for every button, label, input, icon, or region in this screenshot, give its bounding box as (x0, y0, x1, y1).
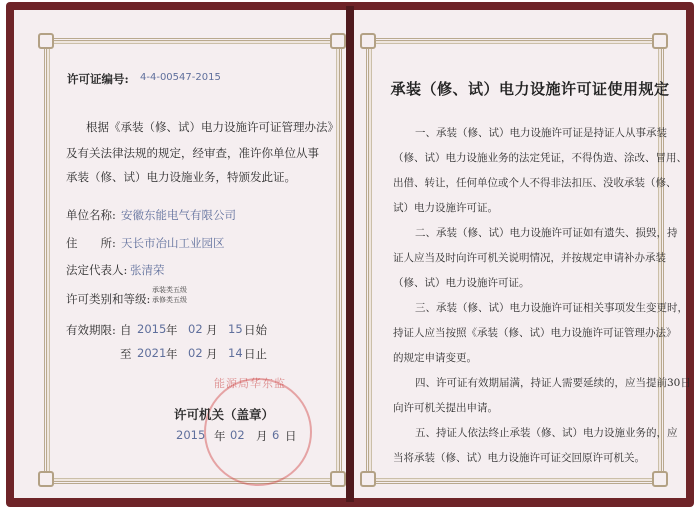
legal-representative-label: 法定代表人: (66, 263, 128, 277)
rule-line-1: 一、承装（修、试）电力设施许可证是持证人从事承装 (415, 127, 667, 139)
rule-line-6: 证人应当及时向许可机关说明情况，并按规定申请补办承装 (393, 252, 666, 264)
issue-day: 6 (272, 428, 280, 442)
issue-month: 02 (230, 428, 245, 442)
valid-to-year: 2021 (137, 346, 167, 360)
valid-to-day: 14 (228, 346, 243, 360)
valid-to-month-unit: 月 (206, 347, 218, 361)
intro-line-3: 承装（修、试）电力设施业务，特颁发此证。 (66, 170, 296, 184)
address-label: 住 所: (66, 236, 116, 250)
rule-line-8: 三、承装（修、试）电力设施许可证相关事项发生变更时， (415, 302, 688, 314)
issuing-authority-label: 许可机关（盖章） (174, 407, 275, 422)
regulations-title: 承装（修、试）电力设施许可证使用规定 (390, 80, 670, 98)
license-category-label: 许可类别和等级: (66, 292, 151, 306)
corner-ornament-icon (38, 33, 54, 49)
rule-line-10: 的规定申请变更。 (393, 352, 477, 364)
corner-ornament-icon (330, 471, 346, 487)
rule-line-14: 当将承装（修、试）电力设施许可证交回原许可机关。 (393, 452, 645, 464)
corner-ornament-icon (330, 33, 346, 49)
rule-line-5: 二、承装（修、试）电力设施许可证如有遗失、损毁，持 (415, 227, 678, 239)
unit-name-label: 单位名称: (66, 208, 116, 222)
valid-from-month: 02 (188, 322, 203, 336)
corner-ornament-icon (652, 33, 668, 49)
address: 天长市冶山工业园区 (121, 236, 225, 250)
issue-month-unit: 月 (256, 429, 268, 443)
rule-line-3: 出借、转让，任何单位或个人不得非法扣压、没收承装（修、 (393, 177, 677, 189)
rule-line-9: 持证人应当按照《承装（修、试）电力设施许可证管理办法》 (393, 327, 677, 339)
rule-line-4: 试）电力设施许可证。 (393, 202, 498, 214)
license-category-2: 承修类五级 (152, 296, 187, 304)
rule-line-13: 五、持证人依法终止承装（修、试）电力设施业务的，应 (415, 427, 678, 439)
valid-from-year: 2015 (137, 322, 167, 336)
license-number: 4-4-00547-2015 (140, 72, 221, 83)
valid-from-day: 15 (228, 322, 243, 336)
license-category-1: 承装类五级 (152, 286, 187, 294)
intro-line-1: 根据《承装（修、试）电力设施许可证管理办法》 (86, 120, 339, 134)
intro-line-2: 及有关法律法规的规定，经审查，准许你单位从事 (66, 146, 319, 160)
book-spine (346, 6, 354, 502)
legal-representative: 张清荣 (130, 263, 165, 277)
issue-year-unit: 年 (214, 429, 226, 443)
rule-line-2: （修、试）电力设施业务的法定凭证，不得伪造、涂改、冒用、 (393, 152, 687, 164)
official-seal-text: 能源局华东监 (214, 377, 286, 390)
rule-line-12: 向许可机关提出申请。 (393, 402, 498, 414)
valid-to-suffix: 日止 (244, 347, 267, 361)
valid-from-suffix: 日始 (244, 323, 267, 337)
rule-line-7: （修、试）电力设施许可证。 (393, 277, 530, 289)
valid-to-year-unit: 年 (166, 347, 178, 361)
rule-line-11: 四、许可证有效期届满，持证人需要延续的，应当提前30日 (415, 377, 691, 389)
issue-year: 2015 (176, 428, 206, 442)
license-number-label: 许可证编号: (67, 72, 129, 86)
valid-from-year-unit: 年 (166, 323, 178, 337)
valid-to-month: 02 (188, 346, 203, 360)
corner-ornament-icon (360, 33, 376, 49)
issue-day-unit: 日 (285, 429, 297, 443)
validity-label: 有效期限: (66, 323, 116, 337)
valid-to-prefix: 至 (120, 347, 132, 361)
valid-from-month-unit: 月 (206, 323, 218, 337)
valid-from-prefix: 自 (120, 323, 132, 337)
corner-ornament-icon (38, 471, 54, 487)
corner-ornament-icon (652, 471, 668, 487)
unit-name: 安徽东能电气有限公司 (121, 208, 236, 222)
corner-ornament-icon (360, 471, 376, 487)
